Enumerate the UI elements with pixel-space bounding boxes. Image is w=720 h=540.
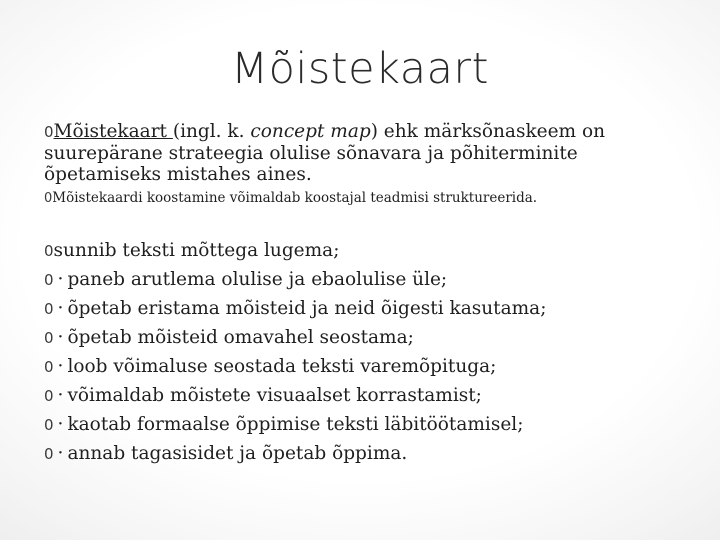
bullet-marker: 0: [44, 358, 54, 376]
list-item: [44, 265, 684, 294]
list-item: [44, 352, 684, 381]
sub-marker: ·: [57, 269, 64, 290]
bullet-marker: 0: [44, 271, 54, 289]
list-item-text: loob võimaluse seostada teksti varemõpituga;: [67, 356, 497, 377]
list-item: [44, 236, 684, 265]
term-mõistekaart: Mõistekaart: [53, 121, 173, 142]
sub-marker: ·: [57, 356, 64, 377]
list-item: [44, 381, 684, 410]
second-paragraph: [44, 188, 684, 209]
bullet-marker: 0: [44, 387, 54, 405]
list-item-text: võimaldab mõistete visuaalset korrastamist;: [67, 385, 482, 406]
second-text: Mõistekaardi koostamine võimaldab koostajal teadmisi struktureerida.: [52, 190, 538, 206]
intro-italic: concept map: [250, 121, 371, 142]
intro-paragraph: [44, 121, 684, 185]
list-item: [44, 294, 684, 323]
intro-text-b: ) ehk märksõnaskeem on suurepärane strateegia olulise sõnavara ja põhiterminite õpetamiseks mistahes aines.: [44, 121, 606, 185]
list-item-text: kaotab formaalse õppimise teksti läbitöötamisel;: [67, 414, 524, 435]
benefits-list: [44, 236, 684, 468]
bullet-marker: 0: [44, 191, 53, 206]
list-item-text: paneb arutlema olulise ja ebaolulise üle;: [67, 269, 448, 290]
list-item-text: annab tagasisidet ja õpetab õppima.: [67, 443, 408, 464]
list-item: [44, 323, 684, 352]
sub-marker: ·: [57, 414, 64, 435]
sub-marker: ·: [57, 443, 64, 464]
bullet-marker: 0: [44, 329, 54, 347]
sub-marker: ·: [57, 298, 64, 319]
bullet-marker: 0: [44, 445, 54, 463]
sub-marker: ·: [57, 385, 64, 406]
bullet-marker: 0: [44, 242, 54, 260]
sub-marker: ·: [57, 327, 64, 348]
list-item-text: sunnib teksti mõttega lugema;: [53, 240, 340, 261]
intro-text-a: (ingl. k.: [172, 121, 251, 142]
bullet-marker: 0: [44, 123, 54, 141]
list-item: [44, 410, 684, 439]
list-item: [44, 439, 684, 468]
bullet-marker: 0: [44, 416, 54, 434]
list-item-text: õpetab eristama mõisteid ja neid õigesti kasutama;: [67, 298, 547, 319]
slide-title: Mõistekaart: [231, 44, 489, 94]
bullet-marker: 0: [44, 300, 54, 318]
list-item-text: õpetab mõisteid omavahel seostama;: [67, 327, 414, 348]
